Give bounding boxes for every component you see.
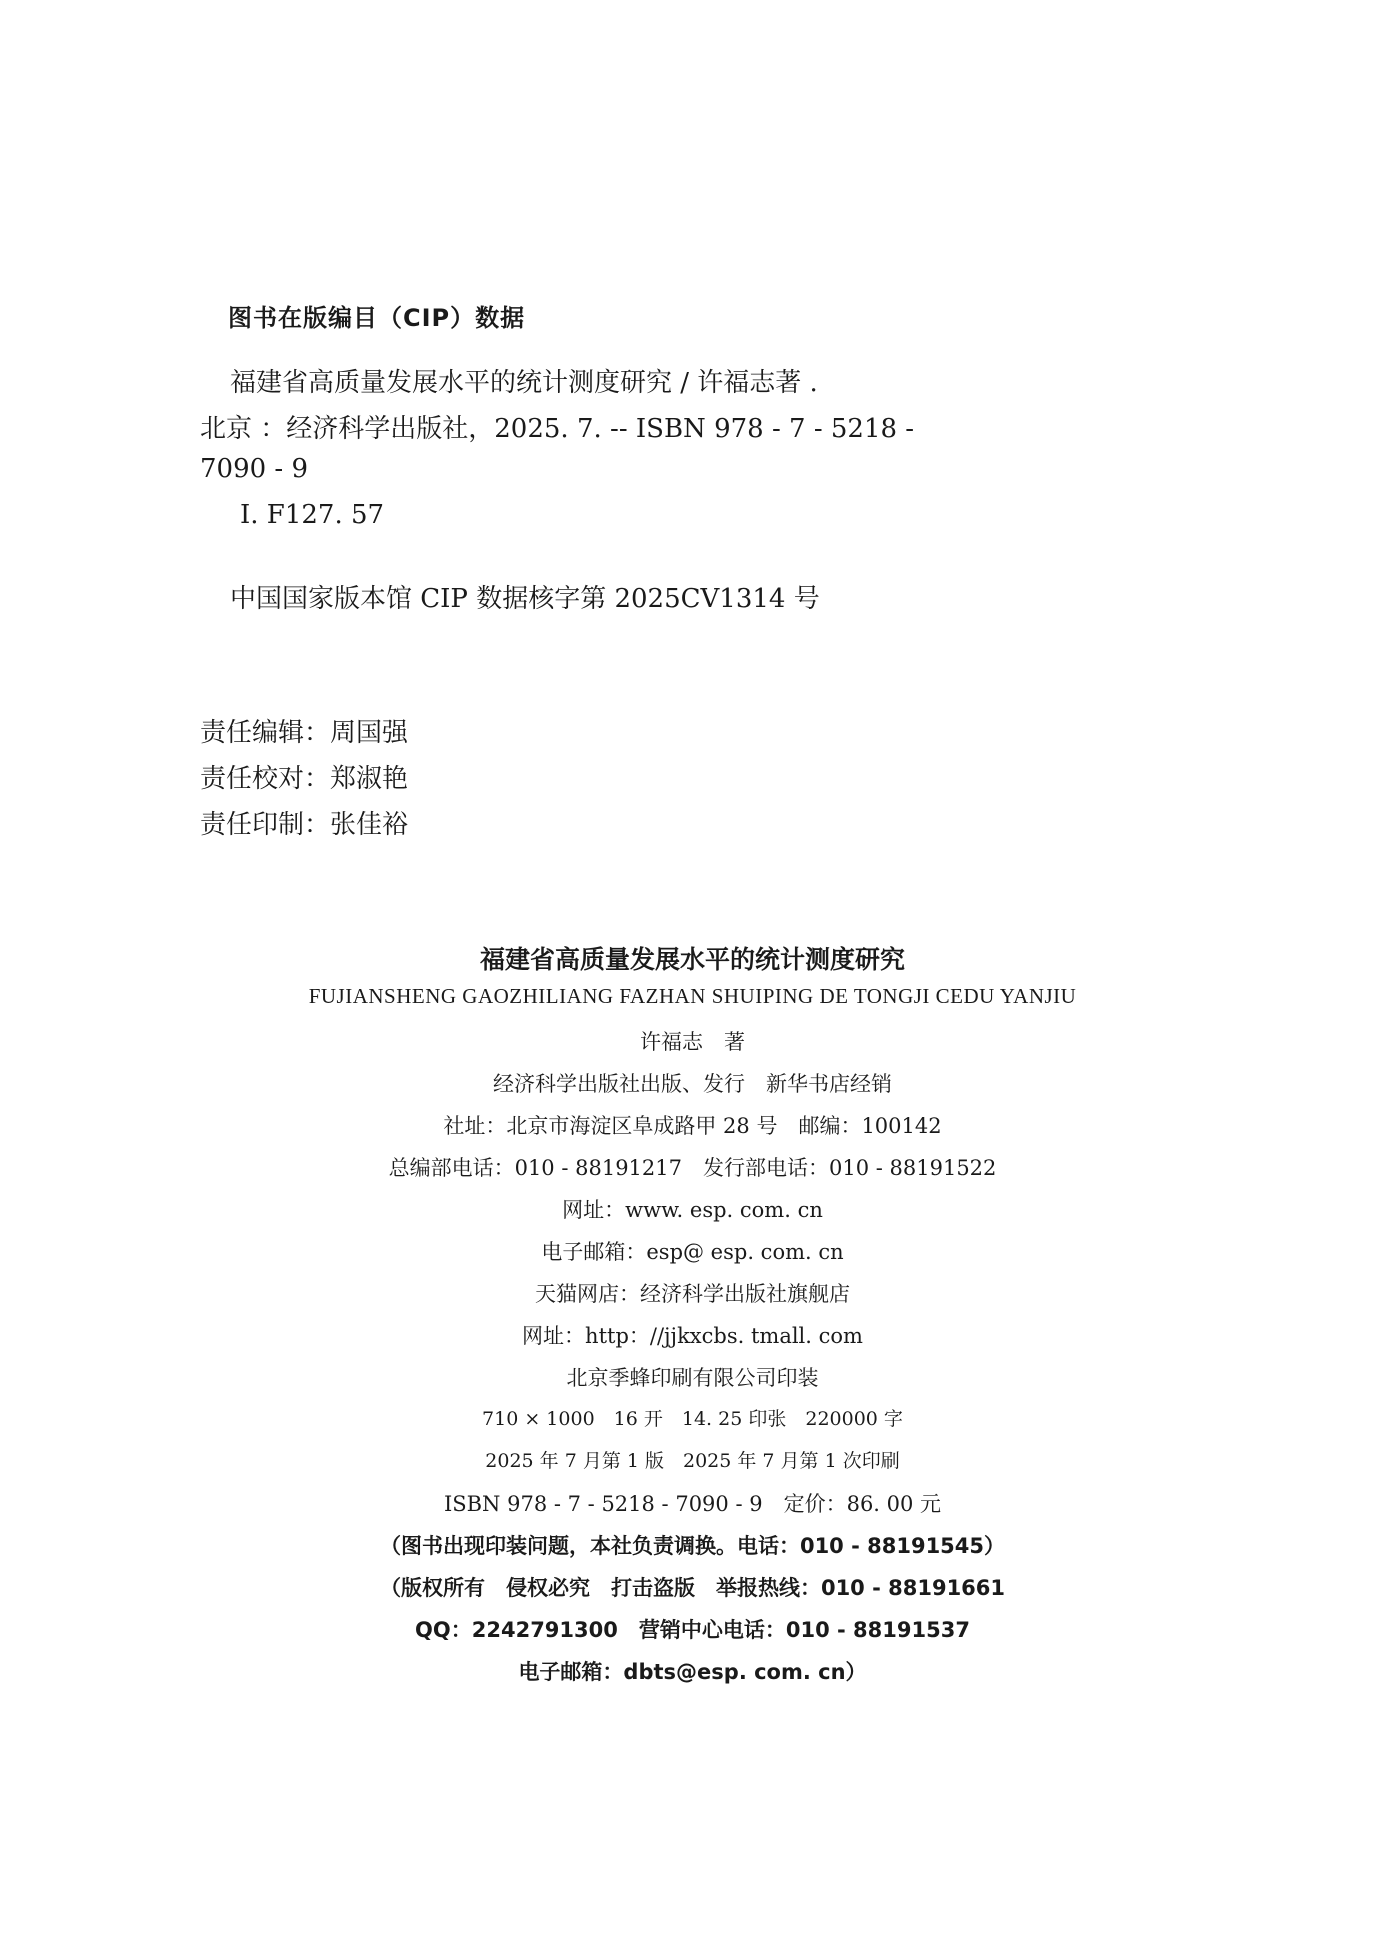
- edition-line: 2025 年 7 月第 1 版 2025 年 7 月第 1 次印刷: [485, 1450, 900, 1472]
- report-email-notice: 电子邮箱：dbts@esp. com. cn）: [518, 1660, 867, 1684]
- phone-line: 总编部电话：010 - 88191217 发行部电话：010 - 88191522: [388, 1156, 997, 1180]
- author-line: 许福志 著: [640, 1030, 745, 1054]
- proofreader: 责任校对：郑淑艳: [200, 764, 409, 794]
- print-supervisor: 责任印制：张佳裕: [200, 810, 409, 840]
- print-quality-notice: （图书出现印装问题，本社负责调换。电话：010 - 88191545）: [379, 1534, 1006, 1558]
- cip-line: 福建省高质量发展水平的统计测度研究 / 许福志著 .: [230, 368, 818, 398]
- cip-line: 北京 ：经济科学出版社，2025. 7. -- ISBN 978 - 7 - 5218 -: [200, 414, 915, 444]
- cip-verification-number: 中国国家版本馆 CIP 数据核字第 2025CV1314 号: [230, 584, 820, 614]
- tmall-store-line: 天猫网店：经济科学出版社旗舰店: [535, 1282, 850, 1306]
- contact-notice: QQ：2242791300 营销中心电话：010 - 88191537: [415, 1618, 970, 1642]
- email-line: 电子邮箱：esp@ esp. com. cn: [541, 1240, 844, 1264]
- address-line: 社址：北京市海淀区阜成路甲 28 号 邮编：100142: [443, 1114, 942, 1138]
- book-title-pinyin: FUJIANSHENG GAOZHILIANG FAZHAN SHUIPING DE TONGJI CEDU YANJIU: [308, 984, 1077, 1008]
- tmall-url-line: 网址：http：//jjkxcbs. tmall. com: [522, 1324, 863, 1348]
- printer-line: 北京季蜂印刷有限公司印装: [566, 1366, 819, 1390]
- website-line: 网址：www. esp. com. cn: [562, 1198, 823, 1222]
- specs-line: 710 × 1000 16 开 14. 25 印张 220000 字: [482, 1408, 903, 1430]
- cip-heading: 图书在版编目（CIP）数据: [228, 304, 526, 332]
- cip-line: 7090 - 9: [200, 454, 309, 484]
- book-title: 福建省高质量发展水平的统计测度研究: [479, 945, 905, 974]
- cip-classification: Ⅰ. F127. 57: [240, 500, 385, 530]
- publisher-line: 经济科学出版社出版、发行 新华书店经销: [493, 1072, 892, 1096]
- editor-in-charge: 责任编辑：周国强: [200, 718, 409, 748]
- copyright-notice: （版权所有 侵权必究 打击盗版 举报热线：010 - 88191661: [379, 1576, 1006, 1600]
- isbn-price-line: ISBN 978 - 7 - 5218 - 7090 - 9 定价：86. 00 元: [443, 1492, 942, 1516]
